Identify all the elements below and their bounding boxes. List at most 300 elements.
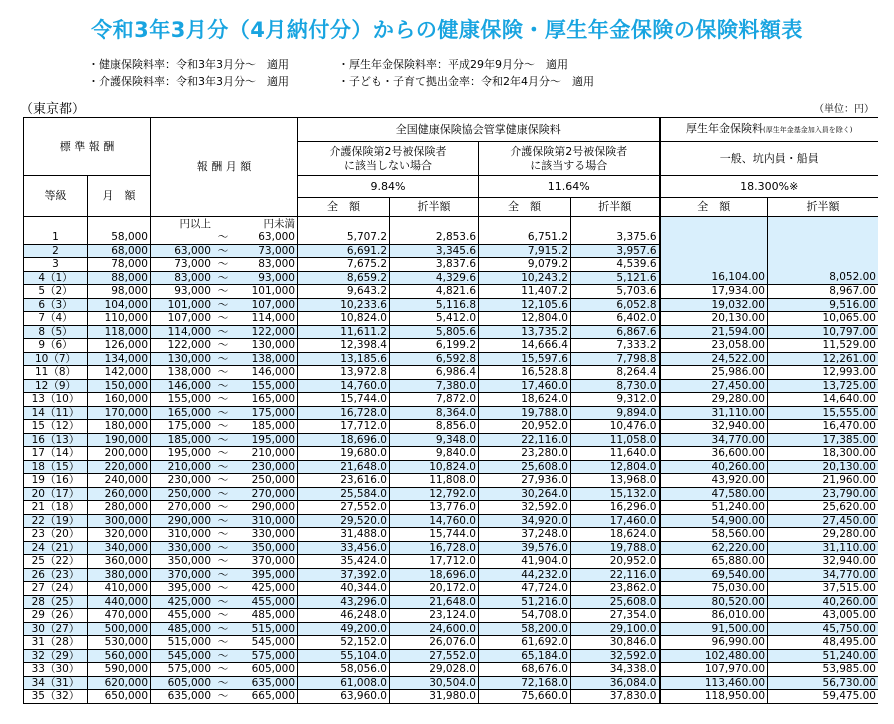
c-half-cell: 30,846.0	[571, 636, 660, 650]
range-from: 515,000	[167, 636, 211, 648]
range-cell	[151, 420, 298, 434]
range-tilde: ～	[217, 595, 229, 608]
nc-half-cell: 16,728.0	[390, 541, 479, 555]
nc-half-cell: 5,805.6	[390, 325, 479, 339]
monthly-cell: 240,000	[88, 474, 151, 488]
monthly-cell: 118,000	[88, 325, 151, 339]
range-to: 270,000	[251, 487, 295, 500]
range-tilde: ～	[217, 568, 229, 581]
grade-cell: 9（6）	[24, 339, 88, 353]
range-tilde: ～	[217, 339, 229, 351]
p-full-cell: 40,260.00	[660, 460, 768, 474]
p-half-cell	[768, 258, 879, 272]
grade-cell: 30（27）	[24, 622, 88, 636]
note-care-rate: ・介護保険料率：令和3年3月分～ 適用	[88, 75, 289, 88]
p-half-cell: 53,985.00	[768, 663, 879, 677]
range-tilde: ～	[217, 555, 229, 567]
monthly-cell: 104,000	[88, 298, 151, 312]
range-from: 330,000	[167, 541, 211, 554]
monthly-cell: 190,000	[88, 433, 151, 447]
grade-cell: 3	[24, 258, 88, 272]
p-half-cell: 34,770.00	[768, 568, 879, 582]
nc-half-cell: 17,712.0	[390, 555, 479, 569]
range-to: 195,000	[251, 433, 295, 446]
c-full-cell: 11,407.2	[479, 285, 571, 299]
monthly-cell: 530,000	[88, 636, 151, 650]
range-cell	[151, 366, 298, 380]
table-row	[24, 420, 879, 434]
grade-cell: 18（15）	[24, 460, 88, 474]
p-half-cell: 40,260.00	[768, 595, 879, 609]
range-tilde: ～	[217, 528, 229, 540]
range-cell	[151, 285, 298, 299]
range-to: 310,000	[251, 514, 295, 527]
table-row	[24, 636, 879, 650]
header-health-group: 全国健康保険協会管掌健康保険料	[298, 118, 660, 142]
range-cell	[151, 339, 298, 353]
c-full-cell: 68,676.0	[479, 663, 571, 677]
grade-cell: 13（10）	[24, 393, 88, 407]
header-p-total: 全 額	[660, 198, 768, 217]
premium-table-body	[24, 217, 879, 704]
p-full-cell: 25,986.00	[660, 366, 768, 380]
c-half-cell: 9,312.0	[571, 393, 660, 407]
header-non-care-line2: に該当しない場合	[344, 158, 432, 172]
grade-cell: 17（14）	[24, 447, 88, 461]
nc-half-cell: 5,412.0	[390, 312, 479, 326]
p-half-cell: 48,495.00	[768, 636, 879, 650]
table-row	[24, 501, 879, 515]
monthly-cell: 150,000	[88, 379, 151, 393]
monthly-cell: 110,000	[88, 312, 151, 326]
range-tilde: ～	[217, 271, 229, 284]
range-cell	[151, 514, 298, 528]
nc-full-cell: 29,520.0	[298, 514, 390, 528]
p-full-cell: 36,600.00	[660, 447, 768, 461]
nc-half-cell: 30,504.0	[390, 676, 479, 690]
header-non-care-rate: 9.84%	[298, 176, 479, 198]
grade-cell: 33（30）	[24, 663, 88, 677]
range-tilde: ～	[217, 298, 229, 311]
p-half-cell: 59,475.00	[768, 690, 879, 704]
nc-half-cell: 21,648.0	[390, 595, 479, 609]
nc-full-cell: 61,008.0	[298, 676, 390, 690]
c-full-cell: 13,735.2	[479, 325, 571, 339]
c-half-cell: 32,592.0	[571, 649, 660, 663]
p-half-cell: 8,967.00	[768, 285, 879, 299]
range-to: 455,000	[251, 595, 295, 608]
range-from: 165,000	[167, 406, 211, 419]
c-full-cell: 75,660.0	[479, 690, 571, 704]
range-from: 175,000	[167, 420, 211, 432]
header-care	[479, 142, 660, 176]
spacer-cell	[390, 217, 479, 232]
spacer-cell	[24, 217, 88, 232]
monthly-cell: 200,000	[88, 447, 151, 461]
c-full-cell: 54,708.0	[479, 609, 571, 623]
grade-cell: 29（26）	[24, 609, 88, 623]
p-full-cell: 91,500.00	[660, 622, 768, 636]
p-half-cell: 20,130.00	[768, 460, 879, 474]
range-to: 425,000	[251, 582, 295, 594]
nc-half-cell: 11,808.0	[390, 474, 479, 488]
range-to: 114,000	[251, 312, 295, 324]
table-row	[24, 649, 879, 663]
nc-full-cell: 10,824.0	[298, 312, 390, 326]
monthly-cell: 78,000	[88, 258, 151, 272]
grade-cell: 27（24）	[24, 582, 88, 596]
table-row	[24, 568, 879, 582]
p-full-cell: 43,920.00	[660, 474, 768, 488]
table-row	[24, 676, 879, 690]
range-tilde: ～	[217, 447, 229, 459]
nc-half-cell: 10,824.0	[390, 460, 479, 474]
grade-cell: 5（2）	[24, 285, 88, 299]
p-half-cell: 31,110.00	[768, 541, 879, 555]
header-non-care-line1: 介護保険第2号被保険者	[329, 144, 447, 158]
grade-cell: 22（19）	[24, 514, 88, 528]
range-to: 122,000	[251, 325, 295, 338]
range-to: 250,000	[251, 474, 295, 486]
nc-full-cell: 6,691.2	[298, 244, 390, 258]
nc-full-cell: 13,185.6	[298, 352, 390, 366]
nc-half-cell: 2,853.6	[390, 231, 479, 244]
p-half-cell: 45,750.00	[768, 622, 879, 636]
monthly-cell: 260,000	[88, 487, 151, 501]
p-half-cell: 8,052.00	[768, 271, 879, 285]
header-nc-total: 全 額	[298, 198, 390, 217]
c-half-cell: 23,862.0	[571, 582, 660, 596]
c-half-cell: 34,338.0	[571, 663, 660, 677]
premium-table-wrap	[23, 117, 878, 724]
nc-full-cell: 8,659.2	[298, 271, 390, 285]
table-row	[24, 406, 879, 420]
range-from: 250,000	[167, 487, 211, 500]
range-to: 330,000	[251, 528, 295, 540]
monthly-cell: 134,000	[88, 352, 151, 366]
p-full-cell: 21,594.00	[660, 325, 768, 339]
c-half-cell: 27,354.0	[571, 609, 660, 623]
range-to: 63,000	[258, 231, 295, 243]
table-row	[24, 312, 879, 326]
c-full-cell: 23,280.0	[479, 447, 571, 461]
range-from: 101,000	[167, 298, 211, 311]
c-half-cell: 20,952.0	[571, 555, 660, 569]
p-half-cell: 32,940.00	[768, 555, 879, 569]
range-from: 210,000	[167, 460, 211, 473]
c-half-cell: 13,968.0	[571, 474, 660, 488]
range-upper-label: 円未満	[263, 218, 295, 230]
p-full-cell: 31,110.00	[660, 406, 768, 420]
range-cell	[151, 595, 298, 609]
nc-half-cell: 15,744.0	[390, 528, 479, 542]
range-from: 270,000	[167, 501, 211, 513]
range-cell	[151, 474, 298, 488]
p-half-cell: 17,385.00	[768, 433, 879, 447]
p-full-cell: 102,480.00	[660, 649, 768, 663]
nc-full-cell: 58,056.0	[298, 663, 390, 677]
grade-cell: 24（21）	[24, 541, 88, 555]
range-to: 107,000	[251, 298, 295, 311]
c-half-cell: 17,460.0	[571, 514, 660, 528]
header-standard: 標 準 報 酬	[24, 118, 151, 176]
c-full-cell: 12,105.6	[479, 298, 571, 312]
p-half-cell	[768, 244, 879, 258]
range-cell	[151, 433, 298, 447]
range-cell	[151, 555, 298, 569]
range-from: 290,000	[167, 514, 211, 527]
range-from: 122,000	[167, 339, 211, 351]
table-row	[24, 622, 879, 636]
nc-half-cell: 7,380.0	[390, 379, 479, 393]
header-pension-group	[660, 118, 879, 142]
range-from: 114,000	[167, 325, 211, 338]
table-row	[24, 271, 879, 285]
nc-half-cell: 7,872.0	[390, 393, 479, 407]
table-row	[24, 487, 879, 501]
header-p-half: 折半額	[768, 198, 879, 217]
nc-full-cell: 40,344.0	[298, 582, 390, 596]
range-cell	[151, 231, 298, 244]
range-to: 175,000	[251, 406, 295, 419]
c-full-cell: 25,608.0	[479, 460, 571, 474]
monthly-cell: 440,000	[88, 595, 151, 609]
grade-cell: 16（13）	[24, 433, 88, 447]
page-title: 令和3年3月分（4月納付分）からの健康保険・厚生年金保険の保険料額表	[91, 18, 803, 42]
monthly-cell: 88,000	[88, 271, 151, 285]
nc-full-cell: 13,972.8	[298, 366, 390, 380]
c-half-cell: 16,296.0	[571, 501, 660, 515]
header-c-half: 折半額	[571, 198, 660, 217]
grade-cell: 15（12）	[24, 420, 88, 434]
monthly-cell: 320,000	[88, 528, 151, 542]
grade-cell: 19（16）	[24, 474, 88, 488]
range-tilde: ～	[217, 366, 229, 378]
range-tilde: ～	[217, 676, 229, 689]
p-half-cell: 11,529.00	[768, 339, 879, 353]
note-child-rate: ・子ども・子育て拠出金率：令和2年4月分～ 適用	[338, 75, 594, 88]
monthly-cell: 280,000	[88, 501, 151, 515]
monthly-cell: 380,000	[88, 568, 151, 582]
c-half-cell: 19,788.0	[571, 541, 660, 555]
range-tilde: ～	[217, 433, 229, 446]
range-from: 185,000	[167, 433, 211, 446]
table-row	[24, 393, 879, 407]
monthly-cell: 360,000	[88, 555, 151, 569]
range-cell	[151, 649, 298, 663]
p-half-cell: 27,450.00	[768, 514, 879, 528]
range-from: 195,000	[167, 447, 211, 459]
c-full-cell: 51,216.0	[479, 595, 571, 609]
range-tilde: ～	[217, 487, 229, 500]
nc-half-cell: 29,028.0	[390, 663, 479, 677]
nc-full-cell: 52,152.0	[298, 636, 390, 650]
grade-cell: 4（1）	[24, 271, 88, 285]
range-to: 605,000	[251, 663, 295, 675]
c-full-cell: 37,248.0	[479, 528, 571, 542]
c-full-cell: 16,528.8	[479, 366, 571, 380]
monthly-cell: 650,000	[88, 690, 151, 704]
c-half-cell: 11,640.0	[571, 447, 660, 461]
range-cell	[151, 690, 298, 704]
c-half-cell: 8,730.0	[571, 379, 660, 393]
range-tilde: ～	[217, 514, 229, 527]
nc-half-cell: 6,986.4	[390, 366, 479, 380]
spacer-cell	[88, 217, 151, 232]
c-half-cell: 12,804.0	[571, 460, 660, 474]
monthly-cell: 68,000	[88, 244, 151, 258]
nc-half-cell: 18,696.0	[390, 568, 479, 582]
range-from	[151, 231, 211, 244]
p-half-cell: 25,620.00	[768, 501, 879, 515]
range-tilde: ～	[217, 501, 229, 513]
c-full-cell: 20,952.0	[479, 420, 571, 434]
nc-full-cell: 23,616.0	[298, 474, 390, 488]
p-half-cell: 13,725.00	[768, 379, 879, 393]
region-label: （東京都）	[20, 102, 86, 117]
table-row	[24, 258, 879, 272]
grade-cell: 32（29）	[24, 649, 88, 663]
nc-full-cell: 49,200.0	[298, 622, 390, 636]
c-full-cell: 61,692.0	[479, 636, 571, 650]
p-half-cell: 23,790.00	[768, 487, 879, 501]
rate-notes-left	[88, 56, 289, 90]
monthly-cell: 170,000	[88, 406, 151, 420]
p-full-cell: 23,058.00	[660, 339, 768, 353]
nc-full-cell: 12,398.4	[298, 339, 390, 353]
range-tilde: ～	[217, 636, 229, 648]
range-unit-row	[24, 217, 879, 232]
p-full-cell: 96,990.00	[660, 636, 768, 650]
p-half-cell: 18,300.00	[768, 447, 879, 461]
c-full-cell: 10,243.2	[479, 271, 571, 285]
c-half-cell: 7,333.2	[571, 339, 660, 353]
c-full-cell: 19,788.0	[479, 406, 571, 420]
nc-half-cell: 12,792.0	[390, 487, 479, 501]
rate-notes-right	[338, 56, 594, 90]
range-cell	[151, 312, 298, 326]
range-from: 155,000	[167, 393, 211, 405]
table-row	[24, 474, 879, 488]
p-full-cell: 16,104.00	[660, 271, 768, 285]
p-half-cell: 10,797.00	[768, 325, 879, 339]
range-tilde: ～	[217, 474, 229, 486]
range-cell	[151, 379, 298, 393]
c-half-cell: 7,798.8	[571, 352, 660, 366]
range-cell	[151, 298, 298, 312]
nc-full-cell: 19,680.0	[298, 447, 390, 461]
nc-full-cell: 33,456.0	[298, 541, 390, 555]
range-cell	[151, 406, 298, 420]
nc-full-cell: 27,552.0	[298, 501, 390, 515]
grade-cell: 8（5）	[24, 325, 88, 339]
range-tilde: ～	[217, 352, 229, 365]
table-row	[24, 595, 879, 609]
range-to: 230,000	[251, 460, 295, 473]
c-half-cell: 6,867.6	[571, 325, 660, 339]
c-full-cell: 34,920.0	[479, 514, 571, 528]
c-full-cell: 18,624.0	[479, 393, 571, 407]
monthly-cell: 470,000	[88, 609, 151, 623]
range-tilde: ～	[217, 285, 229, 297]
range-cell	[151, 582, 298, 596]
c-half-cell: 25,608.0	[571, 595, 660, 609]
range-from: 485,000	[167, 622, 211, 635]
table-row	[24, 609, 879, 623]
nc-half-cell: 6,199.2	[390, 339, 479, 353]
p-half-cell: 14,640.00	[768, 393, 879, 407]
range-tilde: ～	[217, 609, 229, 621]
nc-half-cell: 20,172.0	[390, 582, 479, 596]
c-half-cell: 3,375.6	[571, 231, 660, 244]
nc-full-cell: 5,707.2	[298, 231, 390, 244]
c-half-cell: 36,084.0	[571, 676, 660, 690]
c-full-cell: 65,184.0	[479, 649, 571, 663]
range-unit-cell	[151, 217, 298, 232]
p-full-cell: 107,970.00	[660, 663, 768, 677]
table-row	[24, 298, 879, 312]
p-full-cell: 113,460.00	[660, 676, 768, 690]
range-cell	[151, 528, 298, 542]
header-pension-note: (厚生年金基金加入員を除く)	[763, 126, 853, 134]
p-half-cell: 16,470.00	[768, 420, 879, 434]
monthly-cell: 620,000	[88, 676, 151, 690]
premium-table	[23, 117, 878, 704]
c-full-cell: 6,751.2	[479, 231, 571, 244]
range-cell	[151, 501, 298, 515]
range-from: 545,000	[167, 649, 211, 662]
table-row	[24, 433, 879, 447]
p-full-cell: 80,520.00	[660, 595, 768, 609]
range-to: 138,000	[251, 352, 295, 365]
p-full-cell: 34,770.00	[660, 433, 768, 447]
range-from: 83,000	[174, 271, 211, 284]
nc-full-cell: 46,248.0	[298, 609, 390, 623]
p-full-cell: 86,010.00	[660, 609, 768, 623]
c-half-cell: 15,132.0	[571, 487, 660, 501]
range-to: 395,000	[251, 568, 295, 581]
nc-half-cell: 23,124.0	[390, 609, 479, 623]
grade-cell: 35（32）	[24, 690, 88, 704]
header-c-total: 全 額	[479, 198, 571, 217]
header-pension-sub: 一般、坑内員・船員	[660, 142, 879, 176]
p-full-cell: 62,220.00	[660, 541, 768, 555]
header-pension-title: 厚生年金保険料	[686, 122, 764, 135]
c-half-cell: 37,830.0	[571, 690, 660, 704]
range-from: 605,000	[167, 676, 211, 689]
header-pension-rate: 18.300%※	[660, 176, 879, 198]
nc-full-cell: 43,296.0	[298, 595, 390, 609]
p-full-cell: 65,880.00	[660, 555, 768, 569]
unit-label: （単位：円）	[814, 104, 874, 115]
nc-full-cell: 31,488.0	[298, 528, 390, 542]
table-row	[24, 541, 879, 555]
nc-full-cell: 14,760.0	[298, 379, 390, 393]
nc-half-cell: 31,980.0	[390, 690, 479, 704]
nc-full-cell: 16,728.0	[298, 406, 390, 420]
c-half-cell: 11,058.0	[571, 433, 660, 447]
table-row	[24, 690, 879, 704]
monthly-cell: 410,000	[88, 582, 151, 596]
p-full-cell: 69,540.00	[660, 568, 768, 582]
nc-full-cell: 9,643.2	[298, 285, 390, 299]
monthly-cell: 500,000	[88, 622, 151, 636]
range-tilde: ～	[217, 244, 229, 257]
range-cell	[151, 447, 298, 461]
nc-half-cell: 5,116.8	[390, 298, 479, 312]
range-tilde: ～	[217, 379, 229, 392]
nc-half-cell: 4,329.6	[390, 271, 479, 285]
